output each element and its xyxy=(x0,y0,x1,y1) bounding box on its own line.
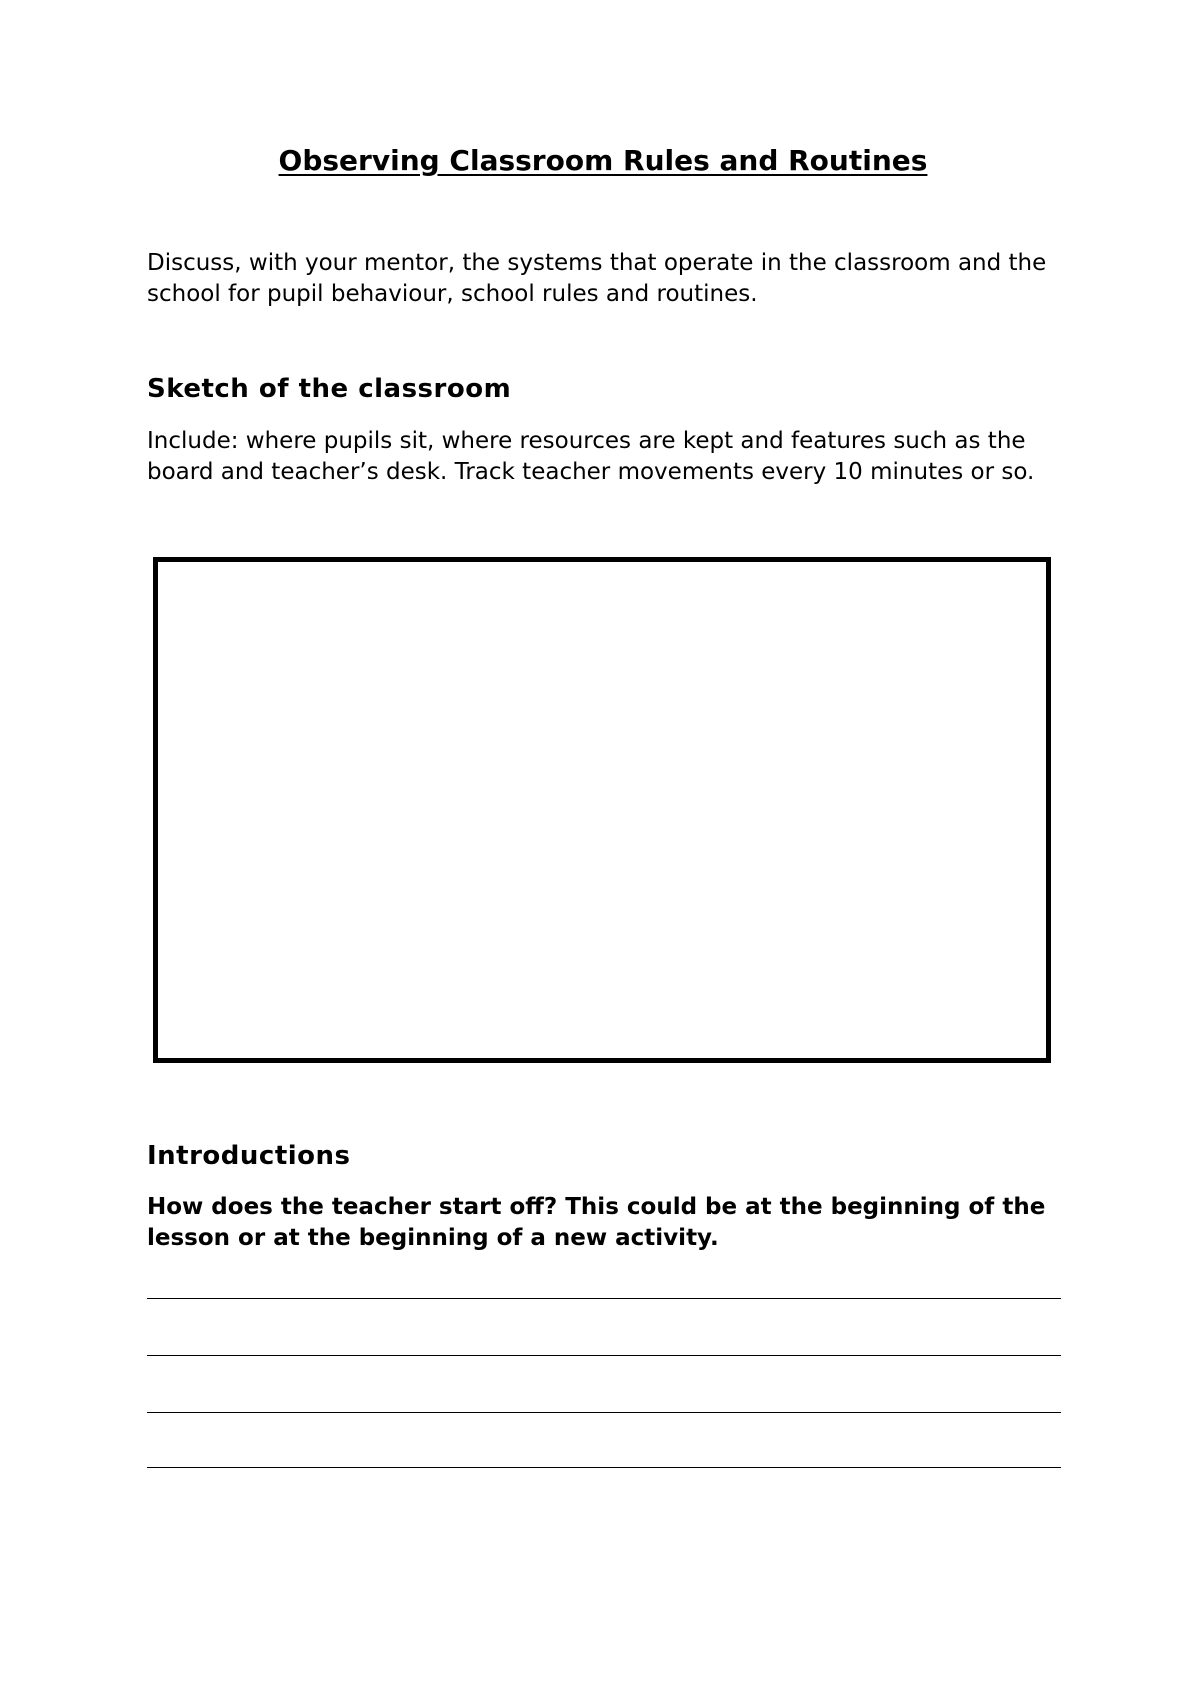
answer-line[interactable] xyxy=(147,1467,1061,1468)
page-title: Observing Classroom Rules and Routines xyxy=(278,144,928,177)
intro-paragraph: Discuss, with your mentor, the systems that operate in the classroom and the school for pupil behaviour, school rules and routines. xyxy=(147,250,1047,307)
introductions-section-heading: Introductions xyxy=(147,1141,351,1171)
answer-line[interactable] xyxy=(147,1355,1061,1356)
answer-line[interactable] xyxy=(147,1298,1061,1299)
sketch-section-heading: Sketch of the classroom xyxy=(147,374,512,404)
introductions-question: How does the teacher start off? This could be at the beginning of the lesson or at the beginning of a new activity. xyxy=(147,1194,1046,1251)
classroom-sketch-box[interactable] xyxy=(153,557,1051,1063)
sketch-instructions: Include: where pupils sit, where resources are kept and features such as the board and teacher’s desk. Track teacher movements every 10 minutes or so. xyxy=(147,428,1035,485)
answer-line[interactable] xyxy=(147,1412,1061,1413)
